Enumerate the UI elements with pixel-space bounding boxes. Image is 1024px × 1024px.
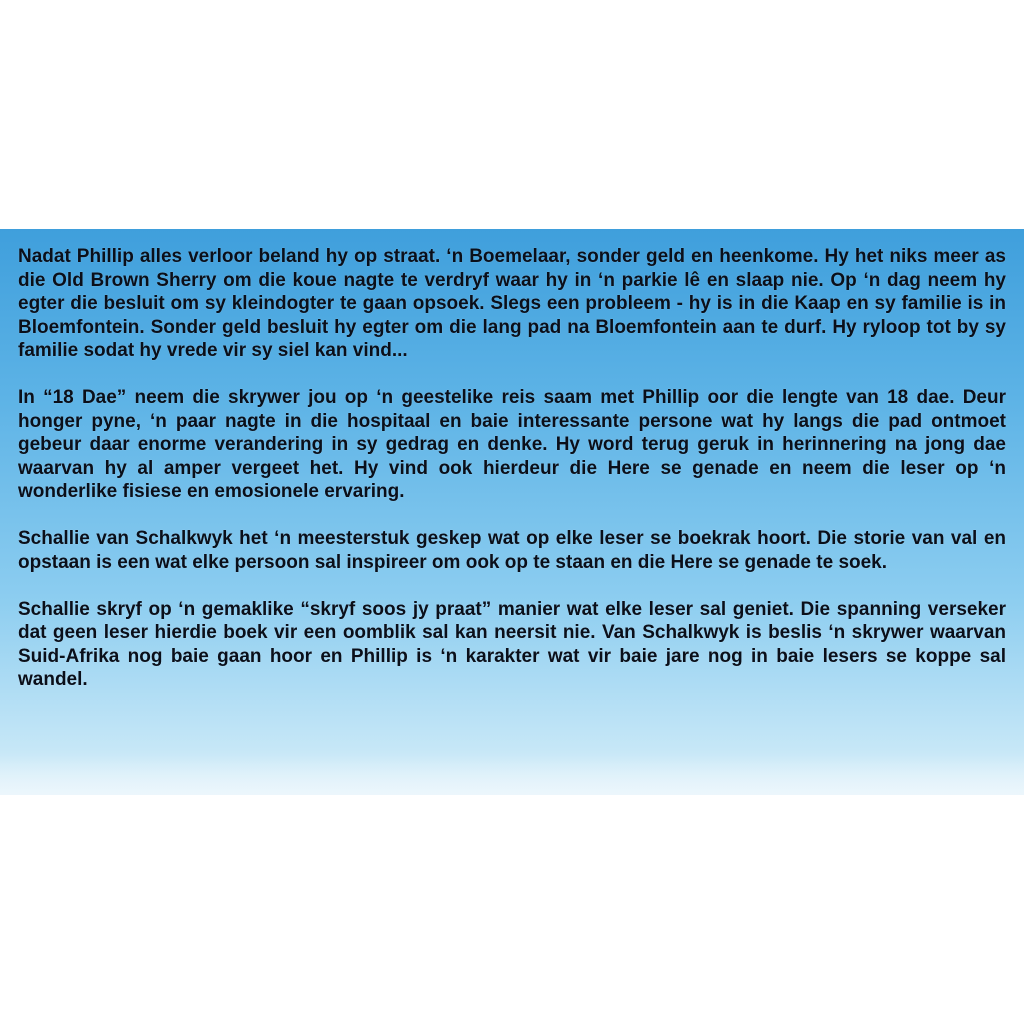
back-cover-panel [0,229,1024,795]
blurb-paragraph-author: Schallie skryf op ‘n gemaklike “skryf soos jy praat” manier wat elke leser sal geniet. Die spanning verseker dat geen leser hierdie boek vir een oomblik sal kan neersit nie. Van Schalkwyk is beslis ‘n skrywer waarvan Suid-Afrika nog baie gaan hoor en Phillip is ‘n karakter wat vir baie jare nog in baie lesers se koppe sal wandel. [18,598,1006,690]
sky-haze [0,755,1024,795]
blurb-text [18,245,1006,692]
blurb-paragraph-synopsis: Nadat Phillip alles verloor beland hy op straat. ‘n Boemelaar, sonder geld en heenkome. Hy het niks meer as die Old Brown Sherry om die koue nagte te verdryf waar hy in ‘n parkie lê en slaap nie. Op ‘n dag neem hy egter die besluit om sy kleindogter te gaan opsoek. Slegs een probleem - hy is in die Kaap en sy familie is in Bloemfontein. Sonder geld besluit hy egter om die lang pad na Bloemfontein aan te durf. Hy ryloop tot by sy familie sodat hy vrede vir sy siel kan vind... [18,246,1006,361]
blurb-paragraph-praise: Schallie van Schalkwyk het ‘n meesterstuk geskep wat op elke leser se boekrak hoort. Die storie van val en opstaan is een wat elke persoon sal inspireer om ook op te staan en die Here se genade te soek. [18,528,1006,573]
blurb-paragraph-journey: In “18 Dae” neem die skrywer jou op ‘n geestelike reis saam met Phillip oor die lengte van 18 dae. Deur honger pyne, ‘n paar nagte in die hospitaal en baie interessante persone wat hy langs die pad ontmoet gebeur daar enorme verandering in sy gedrag en denke. Hy word terug geruk in herinnering na jong dae waarvan hy al amper vergeet het. Hy vind ook hierdeur die Here se genade en neem die leser op ‘n wonderlike fisiese en emosionele ervaring. [18,387,1006,502]
